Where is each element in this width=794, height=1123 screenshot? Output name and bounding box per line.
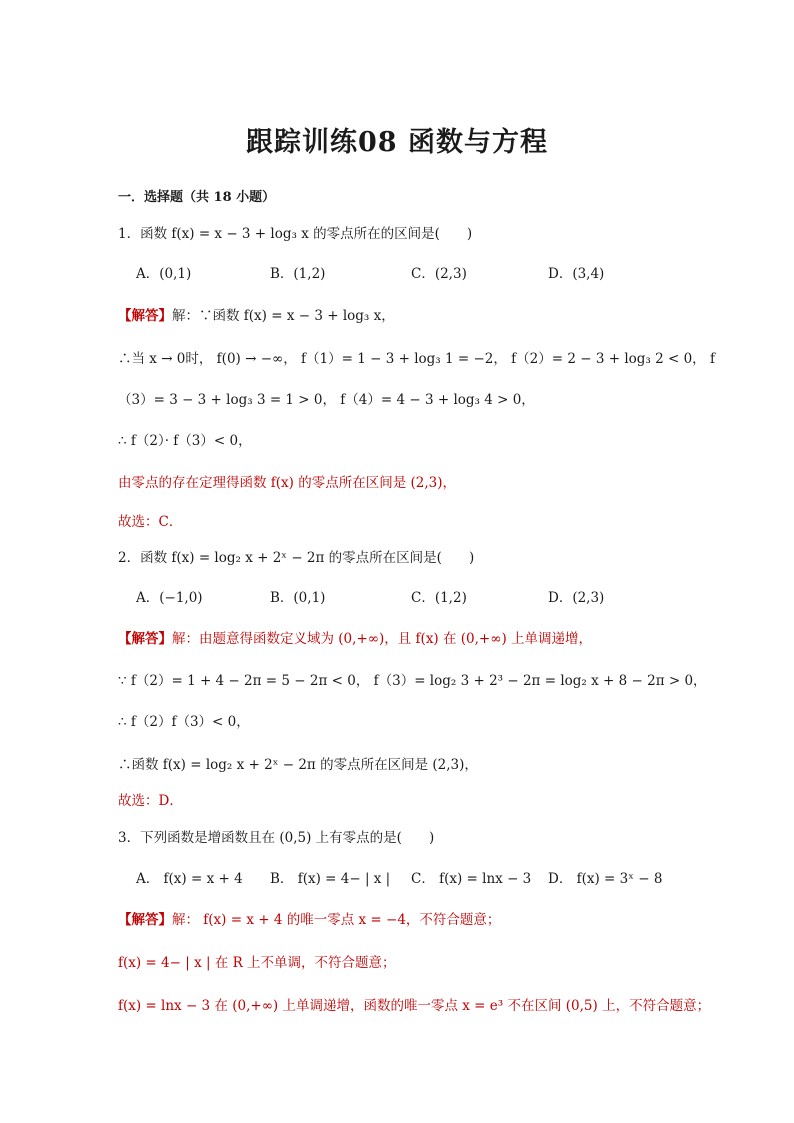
answer-text: 解：∵函数 f(x) = x − 3 + log₃ x，	[172, 308, 395, 324]
question-3-stem: 3．下列函数是增函数且在 (0,5) 上有零点的是( )	[118, 830, 435, 846]
answer-tag: 【解答】	[118, 631, 172, 647]
q1-option-a: A．(0,1)	[136, 266, 192, 282]
q1-solution-line-4: 由零点的存在定理得函数 f(x) 的零点所在区间是 (2,3)，	[118, 475, 457, 491]
answer-tag: 【解答】	[118, 308, 172, 324]
answer-tag: 【解答】	[118, 912, 172, 928]
q1-answer-intro	[118, 306, 714, 326]
q2-option-c: C．(1,2)	[411, 590, 467, 606]
q2-choice: 故选：D．	[118, 793, 183, 809]
q3-option-b: B． f(x) = 4− | x |	[270, 871, 391, 887]
section-heading: 一．选择题（共 18 小题）	[118, 190, 276, 205]
q2-option-a: A．(−1,0)	[136, 590, 203, 606]
q3-option-a: A． f(x) = x + 4	[136, 871, 243, 887]
q2-solution-line-2: ∴ f（2）f（3）< 0，	[118, 714, 250, 730]
q3-option-d: D． f(x) = 3ˣ − 8	[548, 871, 663, 887]
q3-solution-line-1: f(x) = 4− | x | 在 R 上不单调，不符合题意；	[118, 955, 396, 971]
question-1-stem: 1．函数 f(x) = x − 3 + log₃ x 的零点所在的区间是( )	[118, 226, 473, 242]
answer-text: 解： f(x) = x + 4 的唯一零点 x = −4，不符合题意；	[172, 912, 501, 928]
q3-option-c: C． f(x) = lnx − 3	[411, 871, 532, 887]
q1-solution-line-2: （3）= 3 − 3 + log₃ 3 = 1 > 0， f（4）= 4 − 3 + log₃ 4 > 0，	[118, 392, 535, 408]
q2-solution-line-3: ∴函数 f(x) = log₂ x + 2ˣ − 2π 的零点所在区间是 (2,3)，	[118, 757, 478, 773]
q2-answer-intro	[118, 629, 714, 649]
q1-option-d: D．(3,4)	[548, 266, 605, 282]
q1-option-c: C．(2,3)	[411, 266, 467, 282]
q3-solution-line-2: f(x) = lnx − 3 在 (0,+∞) 上单调递增，函数的唯一零点 x = e³ 不在区间 (0,5) 上，不符合题意；	[118, 998, 711, 1014]
q2-solution-line-1: ∵ f（2）= 1 + 4 − 2π = 5 − 2π < 0， f（3）= log₂ 3 + 2³ − 2π = log₂ x + 8 − 2π > 0，	[118, 673, 707, 689]
q1-solution-line-3: ∴ f（2）· f（3）< 0，	[118, 433, 252, 449]
answer-text: 解：由题意得函数定义域为 (0,+∞)，且 f(x) 在 (0,+∞) 上单调递增，	[172, 631, 593, 647]
page-title: 跟踪训练08 函数与方程	[246, 127, 548, 158]
q2-option-d: D．(2,3)	[548, 590, 605, 606]
question-2-stem: 2．函数 f(x) = log₂ x + 2ˣ − 2π 的零点所在区间是( )	[118, 550, 475, 566]
q1-choice: 故选：C．	[118, 514, 183, 530]
q3-answer-intro	[118, 910, 714, 930]
q1-solution-line-1: ∴当 x → 0时， f(0) → −∞， f（1）= 1 − 3 + log₃ 1 = −2， f（2）= 2 − 3 + log₃ 2 < 0， f	[118, 351, 715, 367]
q2-option-b: B．(0,1)	[270, 590, 326, 606]
q1-option-b: B．(1,2)	[270, 266, 326, 282]
